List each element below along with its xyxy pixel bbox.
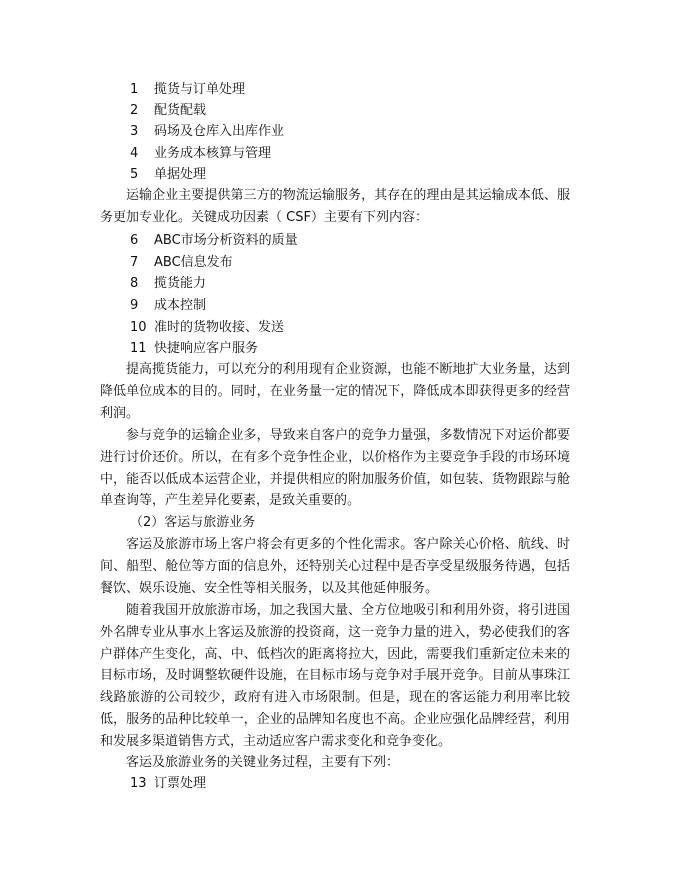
paragraph: 随着我国开放旅游市场，加之我国大量、全方位地吸引和利用外资，将引进国外名牌专业从事水上客运及旅游的投资商，这一竞争力量的进入，势必使我们的客户群体产生变化，高、中、低档次的距离将拉大，因此，需要我们重新定位未来的目标市场，及时调整软硬件设施，在目标市场与竞争对手展开竞争。目前从事珠江线路旅游的公司较少，政府有进入市场限制。但是，现在的客运能力利用率比较低，服务的品种比较单一，企业的品牌知名度也不高。企业应强化品牌经营，利用和发展多渠道销售方式，主动适应客户需求变化和竞争变化。 <box>100 603 570 749</box>
list-item: 7 ABC信息发布 <box>130 255 233 270</box>
list-item: 11 快捷响应客户服务 <box>130 341 259 356</box>
paragraph: 客运及旅游市场上客户将会有更多的个性化需求。客户除关心价格、航线、时间、船型、舱位等方面的信息外，还特别关心过程中是否享受星级服务待遇，包括餐饮、娱乐设施、安全性等相关服务，以及其他延伸服务。 <box>100 537 570 596</box>
list-item: 6 ABC市场分析资料的质量 <box>130 233 298 248</box>
paragraph: 参与竞争的运输企业多，导致来自客户的竞争力量强，多数情况下对运价都要进行讨价还价。所以，在有多个竞争性企业，以价格作为主要竞争手段的市场环境中，能否以低成本运营企业，并提供相应的附加服务价值，如包装、货物跟踪与舱单查询等，产生差异化要素，是致关重要的。 <box>100 428 570 509</box>
list-item: 4 业务成本核算与管理 <box>130 146 272 161</box>
paragraph: 提高揽货能力，可以充分的利用现有企业资源，也能不断地扩大业务量，达到降低单位成本的目的。同时，在业务量一定的情况下，降低成本即获得更多的经营利润。 <box>100 362 570 421</box>
paragraph: 客运及旅游业务的关键业务过程，主要有下列： <box>126 755 400 770</box>
list-item: 3 码场及仓库入出库作业 <box>130 124 285 139</box>
list-item: 2 配货配载 <box>130 103 207 118</box>
list-item: 1 揽货与订单处理 <box>130 82 246 97</box>
list-item: 10 准时的货物收接、发送 <box>130 320 285 335</box>
section-heading: （2）客运与旅游业务 <box>130 515 256 530</box>
list-item: 9 成本控制 <box>130 298 207 313</box>
list-item: 8 揽货能力 <box>130 276 207 291</box>
list-item: 5 单据处理 <box>130 167 207 182</box>
list-item: 13 订票处理 <box>130 776 207 791</box>
paragraph: 运输企业主要提供第三方的物流运输服务，其存在的理由是其运输成本低、服务更加专业化。关键成功因素（ CSF）主要有下列内容： <box>100 188 570 225</box>
